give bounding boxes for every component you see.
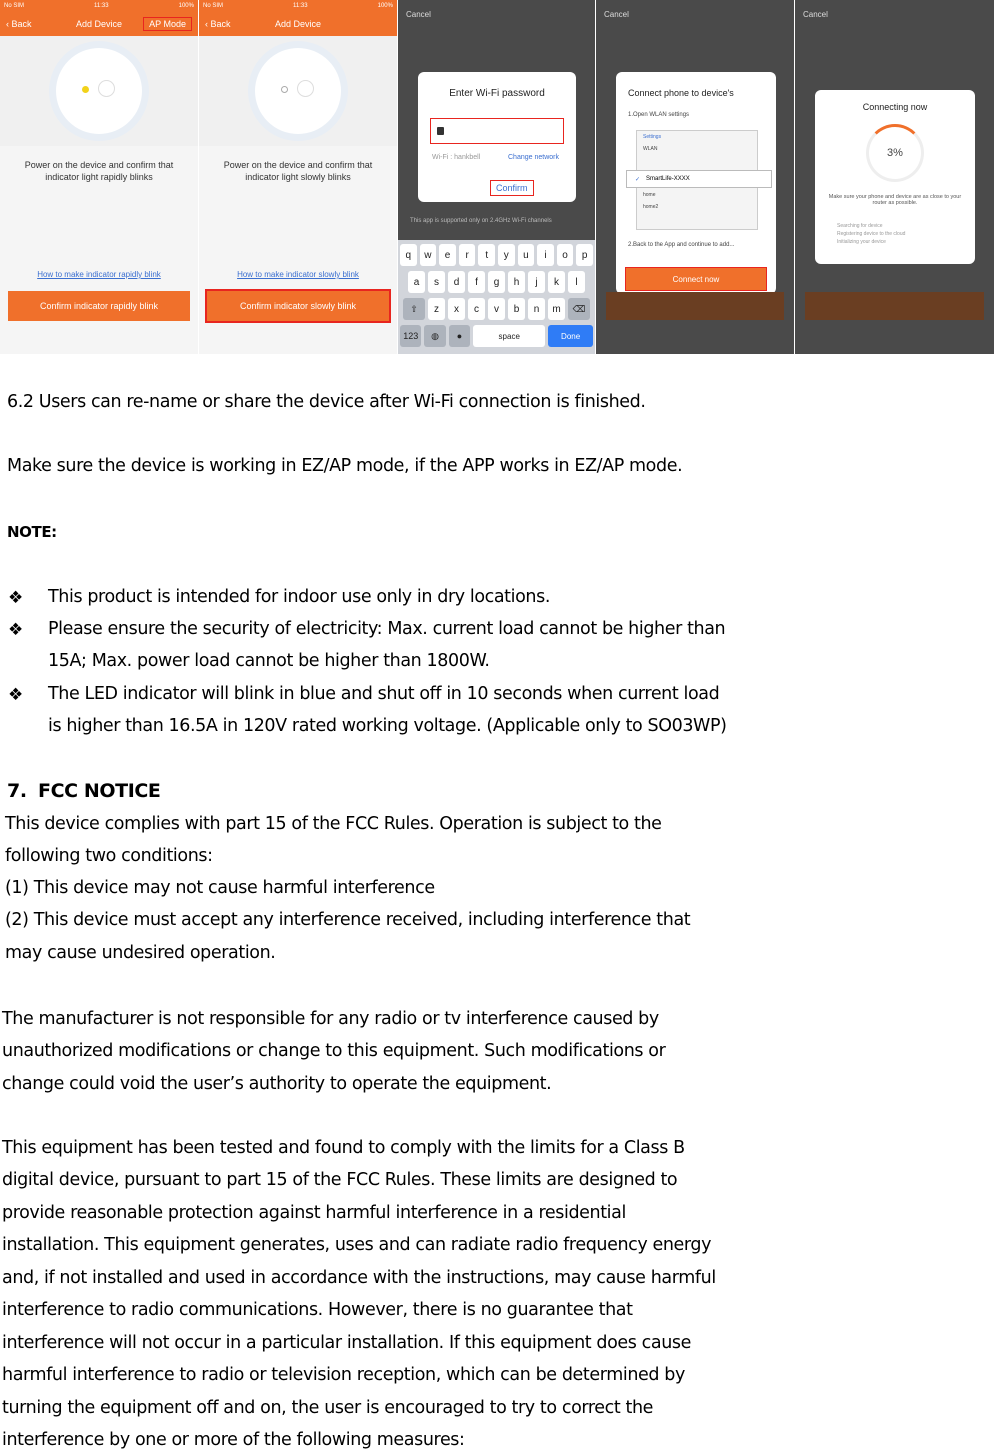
shift-key-icon[interactable]: ⇧ [403, 298, 425, 320]
bullet-icon: ❖ [8, 588, 24, 608]
fcc-text-line: (1) This device may not cause harmful interference [5, 878, 435, 898]
class-b-text-line: This equipment has been tested and found to comply with the limits for a Class B [2, 1138, 685, 1158]
key-w[interactable]: w [420, 244, 437, 266]
confirm-slow-blink-button[interactable]: Confirm indicator slowly blink [207, 291, 389, 321]
keyboard-row-2 [400, 271, 593, 293]
screen-wifi-password [398, 0, 595, 354]
key-k[interactable]: k [548, 271, 565, 293]
manufacturer-text-line: unauthorized modifications or change to this equipment. Such modifications or [2, 1041, 666, 1061]
class-b-text-line: interference will not occur in a particular installation. If this equipment does cause [2, 1333, 691, 1353]
status-time: 11:33 [293, 3, 308, 9]
status-time: 11:33 [94, 3, 109, 9]
dimmed-button [805, 292, 984, 320]
class-b-text-line: interference by one or more of the following measures: [2, 1430, 465, 1450]
class-b-text-line: and, if not installed and used in accordance with the instructions, may cause harmful [2, 1268, 716, 1288]
power-button-icon [297, 80, 314, 97]
password-input[interactable] [430, 118, 564, 144]
class-b-text-line: harmful interference to radio or television reception, which can be determined by [2, 1365, 685, 1385]
key-t[interactable]: t [478, 244, 495, 266]
mic-key-icon[interactable]: ● [449, 325, 470, 347]
key-f[interactable]: f [468, 271, 485, 293]
support-note: This app is supported only on 2.4GHz Wi-Fi channels [410, 218, 552, 224]
key-b[interactable]: b [508, 298, 525, 320]
network-home: home [643, 192, 656, 198]
selected-network-name: SmartLife-XXXX [646, 176, 690, 182]
cancel-button[interactable]: Cancel [406, 10, 431, 19]
cancel-button[interactable]: Cancel [604, 10, 629, 19]
key-h[interactable]: h [508, 271, 525, 293]
bullet-icon: ❖ [8, 620, 24, 640]
bullet-item: This product is intended for indoor use only in dry locations. [48, 587, 550, 607]
class-b-text-line: interference to radio communications. However, there is no guarantee that [2, 1300, 633, 1320]
key-v[interactable]: v [488, 298, 505, 320]
screen-rapid-blink [0, 0, 198, 354]
key-x[interactable]: x [448, 298, 465, 320]
battery-label: 100% [377, 3, 393, 9]
fcc-text-line: following two conditions: [5, 846, 213, 866]
key-c[interactable]: c [468, 298, 485, 320]
key-g[interactable]: g [488, 271, 505, 293]
screen-connect-phone [596, 0, 794, 354]
section-number: 7. [7, 780, 27, 802]
smart-plug-icon [56, 48, 142, 134]
device-illustration [0, 36, 198, 146]
smart-plug-icon [255, 48, 341, 134]
status-bar [199, 0, 397, 12]
done-key[interactable]: Done [548, 325, 593, 347]
keyboard-row-1 [400, 244, 593, 266]
step-item: Initializing your device [837, 239, 886, 245]
wifi-password-dialog [418, 72, 576, 202]
help-link[interactable]: How to make indicator rapidly blink [37, 270, 161, 279]
key-o[interactable]: o [557, 244, 574, 266]
back-label: Back [11, 19, 32, 29]
settings-back-label: Settings [643, 134, 662, 140]
back-button[interactable]: ‹ Back [6, 19, 32, 29]
key-l[interactable]: l [568, 271, 585, 293]
key-s[interactable]: s [428, 271, 445, 293]
key-e[interactable]: e [439, 244, 456, 266]
selected-network-row [626, 170, 772, 188]
globe-key-icon[interactable]: ◍ [424, 325, 445, 347]
nav-title: Add Device [75, 19, 123, 29]
power-button-icon [98, 80, 115, 97]
indicator-light-icon [281, 86, 288, 93]
dimmed-button [606, 292, 784, 320]
dialog-title: Enter Wi-Fi password [449, 88, 545, 99]
class-b-text-line: turning the equipment off and on, the user is encouraged to try to correct the [2, 1398, 654, 1418]
confirm-rapid-blink-button[interactable]: Confirm indicator rapidly blink [8, 291, 190, 321]
key-r[interactable]: r [459, 244, 476, 266]
mode-text: Make sure the device is working in EZ/AP mode, if the APP works in EZ/AP mode. [7, 456, 683, 476]
step-1-text: 1.Open WLAN settings [628, 112, 690, 118]
screen-slow-blink [199, 0, 397, 354]
connecting-dialog [815, 90, 975, 264]
class-b-text-line: provide reasonable protection against harmful interference in a residential [2, 1203, 626, 1223]
network-home2: home2 [643, 204, 659, 210]
dialog-title: Connect phone to device's [628, 88, 734, 98]
confirm-button[interactable]: Confirm [490, 180, 534, 196]
wifi-name-label: Wi-Fi : hankbell [432, 154, 481, 161]
key-z[interactable]: z [428, 298, 445, 320]
cancel-button[interactable]: Cancel [803, 10, 828, 19]
step-item: Searching for device [837, 223, 883, 229]
note-label: NOTE: [7, 523, 57, 541]
nav-title: Add Device [274, 19, 322, 29]
indicator-light-icon [82, 86, 89, 93]
key-q[interactable]: q [400, 244, 417, 266]
key-n[interactable]: n [528, 298, 545, 320]
proximity-hint: Make sure your phone and device are as close to your router as possible. [828, 194, 962, 206]
manufacturer-text-line: change could void the user’s authority to operate the equipment. [2, 1074, 552, 1094]
nav-bar [0, 12, 198, 36]
progress-ring [866, 124, 924, 182]
fcc-text-line: (2) This device must accept any interference received, including interference that [5, 910, 691, 930]
section-heading: FCC NOTICE [38, 780, 161, 802]
numbers-key[interactable]: 123 [400, 325, 421, 347]
ap-mode-button[interactable]: AP Mode [143, 17, 192, 31]
manufacturer-text-line: The manufacturer is not responsible for any radio or tv interference caused by [2, 1009, 659, 1029]
section-6-2-text: 6.2 Users can re-name or share the device after Wi-Fi connection is finished. [7, 392, 646, 412]
step-2-text: 2.Back to the App and continue to add... [628, 242, 735, 248]
screenshot-strip [0, 0, 994, 354]
device-illustration [199, 36, 397, 146]
key-m[interactable]: m [548, 298, 565, 320]
class-b-text-line: digital device, pursuant to part 15 of the FCC Rules. These limits are designed to [2, 1170, 678, 1190]
class-b-text-line: installation. This equipment generates, uses and can radiate radio frequency energy [2, 1235, 712, 1255]
bullet-icon: ❖ [8, 685, 24, 705]
step-item: Registering device to the cloud [837, 231, 906, 237]
change-network-link[interactable]: Change network [508, 154, 559, 161]
fcc-text-line: may cause undesired operation. [5, 943, 276, 963]
carrier-label: No SIM [4, 3, 25, 9]
fcc-text-line: This device complies with part 15 of the FCC Rules. Operation is subject to the [5, 814, 662, 834]
screen-connecting [795, 0, 994, 354]
key-a[interactable]: a [408, 271, 425, 293]
space-key[interactable]: space [473, 325, 545, 347]
back-label: Back [210, 19, 231, 29]
lock-icon [437, 127, 444, 135]
nav-bar [199, 12, 397, 36]
wlan-label: WLAN [643, 146, 658, 152]
key-u[interactable]: u [518, 244, 535, 266]
battery-label: 100% [178, 3, 194, 9]
key-i[interactable]: i [537, 244, 554, 266]
check-icon: ✓ [635, 176, 641, 183]
key-y[interactable]: y [498, 244, 515, 266]
progress-percent: 3% [887, 147, 903, 159]
key-p[interactable]: p [576, 244, 593, 266]
connect-now-button[interactable]: Connect now [626, 268, 766, 290]
keyboard-row-4 [400, 325, 593, 347]
key-j[interactable]: j [528, 271, 545, 293]
key-d[interactable]: d [448, 271, 465, 293]
help-link[interactable]: How to make indicator slowly blink [237, 270, 359, 279]
bullet-item: The LED indicator will blink in blue and shut off in 10 seconds when current load [48, 684, 720, 704]
status-bar [0, 0, 198, 12]
backspace-key-icon[interactable]: ⌫ [568, 298, 590, 320]
keyboard-row-3 [400, 298, 593, 320]
keyboard [398, 240, 595, 354]
instruction-text: Power on the device and confirm that indicator light slowly blinks [223, 160, 373, 182]
keyboard-letters [428, 298, 565, 320]
connection-steps [837, 222, 905, 246]
bullet-item: Please ensure the security of electricity: Max. current load cannot be higher than [48, 619, 726, 639]
bullet-item-continued: 15A; Max. power load cannot be higher than 1800W. [48, 651, 490, 671]
instruction-text: Power on the device and confirm that indicator light rapidly blinks [24, 160, 174, 182]
carrier-label: No SIM [203, 3, 224, 9]
bullet-item-continued: is higher than 16.5A in 120V rated working voltage. (Applicable only to SO03WP) [48, 716, 727, 736]
back-button[interactable]: ‹ Back [205, 19, 231, 29]
dialog-title: Connecting now [862, 102, 928, 112]
connect-dialog [616, 72, 776, 294]
